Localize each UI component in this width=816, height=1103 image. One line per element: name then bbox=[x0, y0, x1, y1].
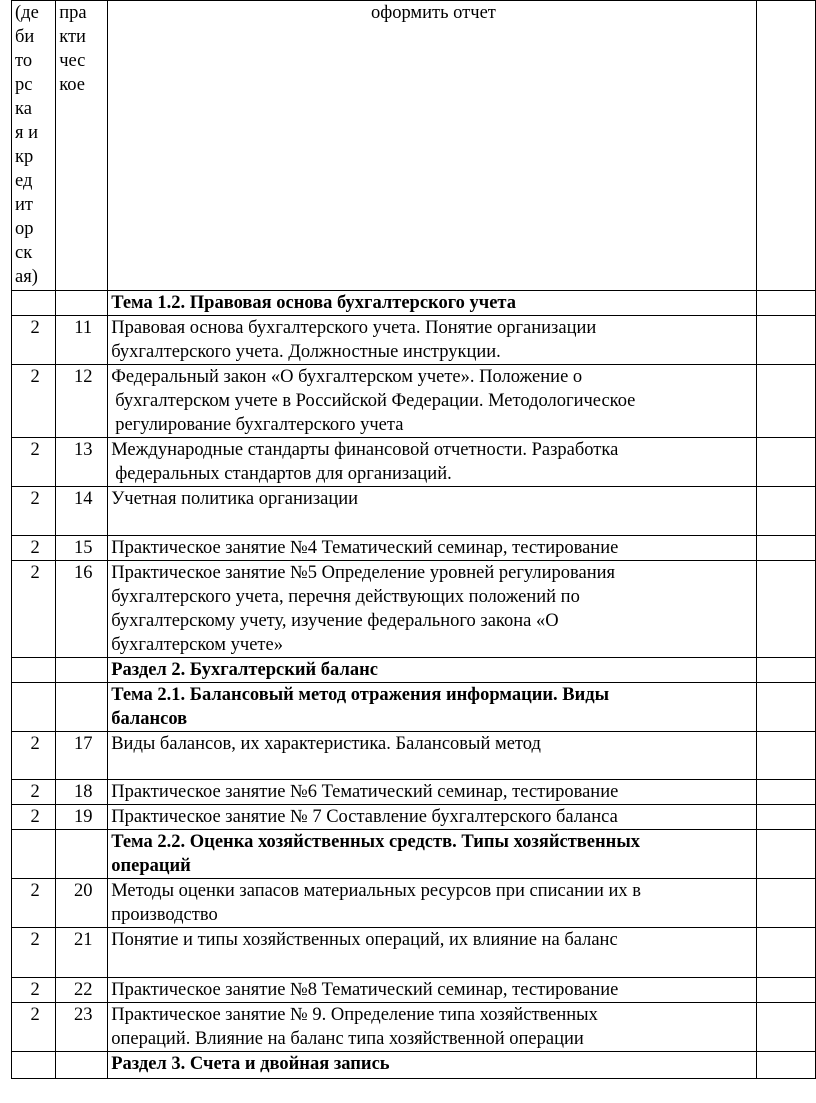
cell-hours bbox=[12, 658, 56, 683]
cell-text-line: бухгалтерского учета, перечня действующих положений по bbox=[111, 587, 580, 607]
cell-lesson-number bbox=[56, 830, 108, 879]
cell-lesson-number bbox=[56, 658, 108, 683]
cell-hours bbox=[12, 683, 56, 732]
table-row bbox=[12, 879, 816, 928]
cell-text-line: регулирование бухгалтерского учета bbox=[115, 415, 404, 435]
cell-empty bbox=[756, 536, 815, 561]
cell-text-line: Методы оценки запасов материальных ресурсов при списании их в bbox=[111, 881, 642, 901]
cell-text-line: бухгалтерском учете» bbox=[111, 635, 283, 655]
cell-empty bbox=[756, 316, 815, 365]
table-row bbox=[12, 805, 816, 830]
cell-empty bbox=[756, 658, 815, 683]
cell-text-line: Практическое занятие № 9. Определение типа хозяйственных bbox=[111, 1005, 598, 1025]
cell-empty bbox=[756, 928, 815, 978]
cell-hours: 2 bbox=[12, 879, 56, 928]
table-row bbox=[12, 1003, 816, 1052]
cell-text-line: оформить отчет bbox=[370, 3, 496, 23]
cell-lesson-number: 23 bbox=[56, 1003, 108, 1052]
cell-text-line: я и bbox=[15, 123, 39, 143]
cell-empty bbox=[756, 805, 815, 830]
table-row bbox=[12, 316, 816, 365]
cell-empty bbox=[756, 487, 815, 536]
cell-text-line: федеральных стандартов для организаций. bbox=[115, 464, 452, 484]
cell-empty bbox=[756, 978, 815, 1003]
cell-practical-label bbox=[56, 1, 108, 291]
cell-topic bbox=[108, 316, 756, 365]
cell-text-line: Тема 2.2. Оценка хозяйственных средств. Типы хозяйственных bbox=[111, 832, 641, 852]
cell-lesson-number: 11 bbox=[56, 316, 108, 365]
cell-hours bbox=[12, 1052, 56, 1079]
cell-text-line: Виды балансов, их характеристика. Балансовый метод bbox=[111, 734, 541, 754]
cell-text-line: Практическое занятие № 7 Составление бухгалтерского баланса bbox=[111, 807, 618, 827]
cell-text-line: Практическое занятие №5 Определение уровней регулирования bbox=[111, 563, 616, 583]
cell-text-line: Раздел 2. Бухгалтерский баланс bbox=[111, 660, 378, 680]
cell-empty bbox=[756, 1, 815, 291]
cell-text-line: ед bbox=[15, 171, 33, 191]
cell-text-line: производство bbox=[111, 905, 218, 925]
cell-text-line: Практическое занятие №6 Тематический семинар, тестирование bbox=[111, 782, 619, 802]
cell-lesson-number: 19 bbox=[56, 805, 108, 830]
table-row bbox=[12, 438, 816, 487]
cell-topic bbox=[108, 732, 756, 780]
cell-text-line: Практическое занятие №4 Тематический семинар, тестирование bbox=[111, 538, 619, 558]
cell-text-line: пра bbox=[59, 3, 87, 23]
table-row-header-continuation bbox=[12, 1, 816, 291]
cell-text-line: Понятие и типы хозяйственных операций, их влияние на баланс bbox=[111, 930, 618, 950]
table-row bbox=[12, 487, 816, 536]
cell-empty bbox=[756, 780, 815, 805]
cell-topic bbox=[108, 536, 756, 561]
cell-section-heading bbox=[108, 830, 756, 879]
cell-empty bbox=[756, 438, 815, 487]
cell-empty bbox=[756, 732, 815, 780]
cell-section-heading bbox=[108, 291, 756, 316]
table-row bbox=[12, 536, 816, 561]
cell-empty bbox=[756, 365, 815, 438]
cell-lesson-number: 21 bbox=[56, 928, 108, 978]
cell-hours: 2 bbox=[12, 1003, 56, 1052]
curriculum-table bbox=[11, 0, 816, 1079]
cell-topic bbox=[108, 487, 756, 536]
table-row-heading bbox=[12, 1052, 816, 1079]
cell-empty bbox=[756, 291, 815, 316]
cell-hours: 2 bbox=[12, 928, 56, 978]
cell-text-line: ор bbox=[15, 219, 34, 239]
cell-lesson-number: 22 bbox=[56, 978, 108, 1003]
cell-lesson-number: 15 bbox=[56, 536, 108, 561]
cell-lesson-number: 13 bbox=[56, 438, 108, 487]
cell-text-line: Федеральный закон «О бухгалтерском учете». Положение о bbox=[111, 367, 583, 387]
cell-lesson-number bbox=[56, 1052, 108, 1079]
cell-topic bbox=[108, 879, 756, 928]
cell-task-text bbox=[108, 1, 756, 291]
cell-hours: 2 bbox=[12, 732, 56, 780]
cell-lesson-number bbox=[56, 683, 108, 732]
cell-lesson-number: 20 bbox=[56, 879, 108, 928]
table-row bbox=[12, 928, 816, 978]
cell-text-line: ая) bbox=[15, 267, 38, 287]
table-row bbox=[12, 365, 816, 438]
table-row-heading bbox=[12, 683, 816, 732]
table-row bbox=[12, 561, 816, 658]
cell-text-line: Раздел 3. Счета и двойная запись bbox=[111, 1054, 390, 1074]
cell-hours bbox=[12, 291, 56, 316]
cell-empty bbox=[756, 830, 815, 879]
cell-text-line: кое bbox=[59, 75, 85, 95]
cell-topic bbox=[108, 805, 756, 830]
cell-text-line: кр bbox=[15, 147, 34, 167]
cell-topic bbox=[108, 928, 756, 978]
cell-empty bbox=[756, 561, 815, 658]
cell-hours: 2 bbox=[12, 536, 56, 561]
table-row bbox=[12, 780, 816, 805]
cell-text-line: Практическое занятие №8 Тематический семинар, тестирование bbox=[111, 980, 619, 1000]
cell-hours: 2 bbox=[12, 365, 56, 438]
cell-section-heading bbox=[108, 683, 756, 732]
cell-lesson-number: 17 bbox=[56, 732, 108, 780]
cell-text-line: рс bbox=[15, 75, 33, 95]
table-row bbox=[12, 978, 816, 1003]
cell-topic bbox=[108, 780, 756, 805]
cell-text-line: ка bbox=[15, 99, 32, 119]
cell-lesson-number: 14 bbox=[56, 487, 108, 536]
cell-text-line: (де bbox=[15, 3, 39, 23]
cell-hours: 2 bbox=[12, 978, 56, 1003]
cell-empty bbox=[756, 683, 815, 732]
cell-text-line: операций bbox=[111, 856, 191, 876]
cell-section-heading bbox=[108, 1052, 756, 1079]
cell-empty bbox=[756, 1003, 815, 1052]
cell-empty bbox=[756, 879, 815, 928]
table-row-heading bbox=[12, 291, 816, 316]
cell-lesson-number: 12 bbox=[56, 365, 108, 438]
table-row-heading bbox=[12, 830, 816, 879]
curriculum-table-body bbox=[12, 1, 816, 1079]
cell-hours: 2 bbox=[12, 487, 56, 536]
cell-text-line: Тема 1.2. Правовая основа бухгалтерского учета bbox=[111, 293, 516, 313]
cell-text-line: бухгалтерском учете в Российской Федерации. Методологическое bbox=[115, 391, 636, 411]
table-row bbox=[12, 732, 816, 780]
cell-text-line: кти bbox=[59, 27, 86, 47]
cell-topic bbox=[108, 561, 756, 658]
cell-topic bbox=[108, 978, 756, 1003]
cell-lesson-number: 18 bbox=[56, 780, 108, 805]
table-row-heading bbox=[12, 658, 816, 683]
cell-hours: 2 bbox=[12, 316, 56, 365]
cell-hours: 2 bbox=[12, 561, 56, 658]
cell-text-line: Учетная политика организации bbox=[111, 489, 359, 509]
cell-hours: 2 bbox=[12, 805, 56, 830]
cell-text-line: би bbox=[15, 27, 35, 47]
cell-topic bbox=[108, 1003, 756, 1052]
cell-text-line: ск bbox=[15, 243, 33, 263]
cell-topic bbox=[108, 438, 756, 487]
cell-lesson-number bbox=[56, 291, 108, 316]
cell-type-label bbox=[12, 1, 56, 291]
cell-topic bbox=[108, 365, 756, 438]
cell-text-line: бухгалтерского учета. Должностные инструкции. bbox=[111, 342, 501, 362]
cell-hours: 2 bbox=[12, 780, 56, 805]
cell-text-line: Тема 2.1. Балансовый метод отражения информации. Виды bbox=[111, 685, 610, 705]
cell-text-line: бухгалтерскому учету, изучение федерального закона «О bbox=[111, 611, 559, 631]
cell-text-line: чес bbox=[59, 51, 86, 71]
cell-hours bbox=[12, 830, 56, 879]
cell-section-heading bbox=[108, 658, 756, 683]
cell-text-line: балансов bbox=[111, 709, 188, 729]
cell-text-line: Правовая основа бухгалтерского учета. Понятие организации bbox=[111, 318, 597, 338]
cell-text-line: ит bbox=[15, 195, 33, 215]
cell-text-line: операций. Влияние на баланс типа хозяйственной операции bbox=[111, 1029, 584, 1049]
cell-text-line: то bbox=[15, 51, 33, 71]
cell-empty bbox=[756, 1052, 815, 1079]
cell-hours: 2 bbox=[12, 438, 56, 487]
cell-lesson-number: 16 bbox=[56, 561, 108, 658]
cell-text-line: Международные стандарты финансовой отчетности. Разработка bbox=[111, 440, 619, 460]
